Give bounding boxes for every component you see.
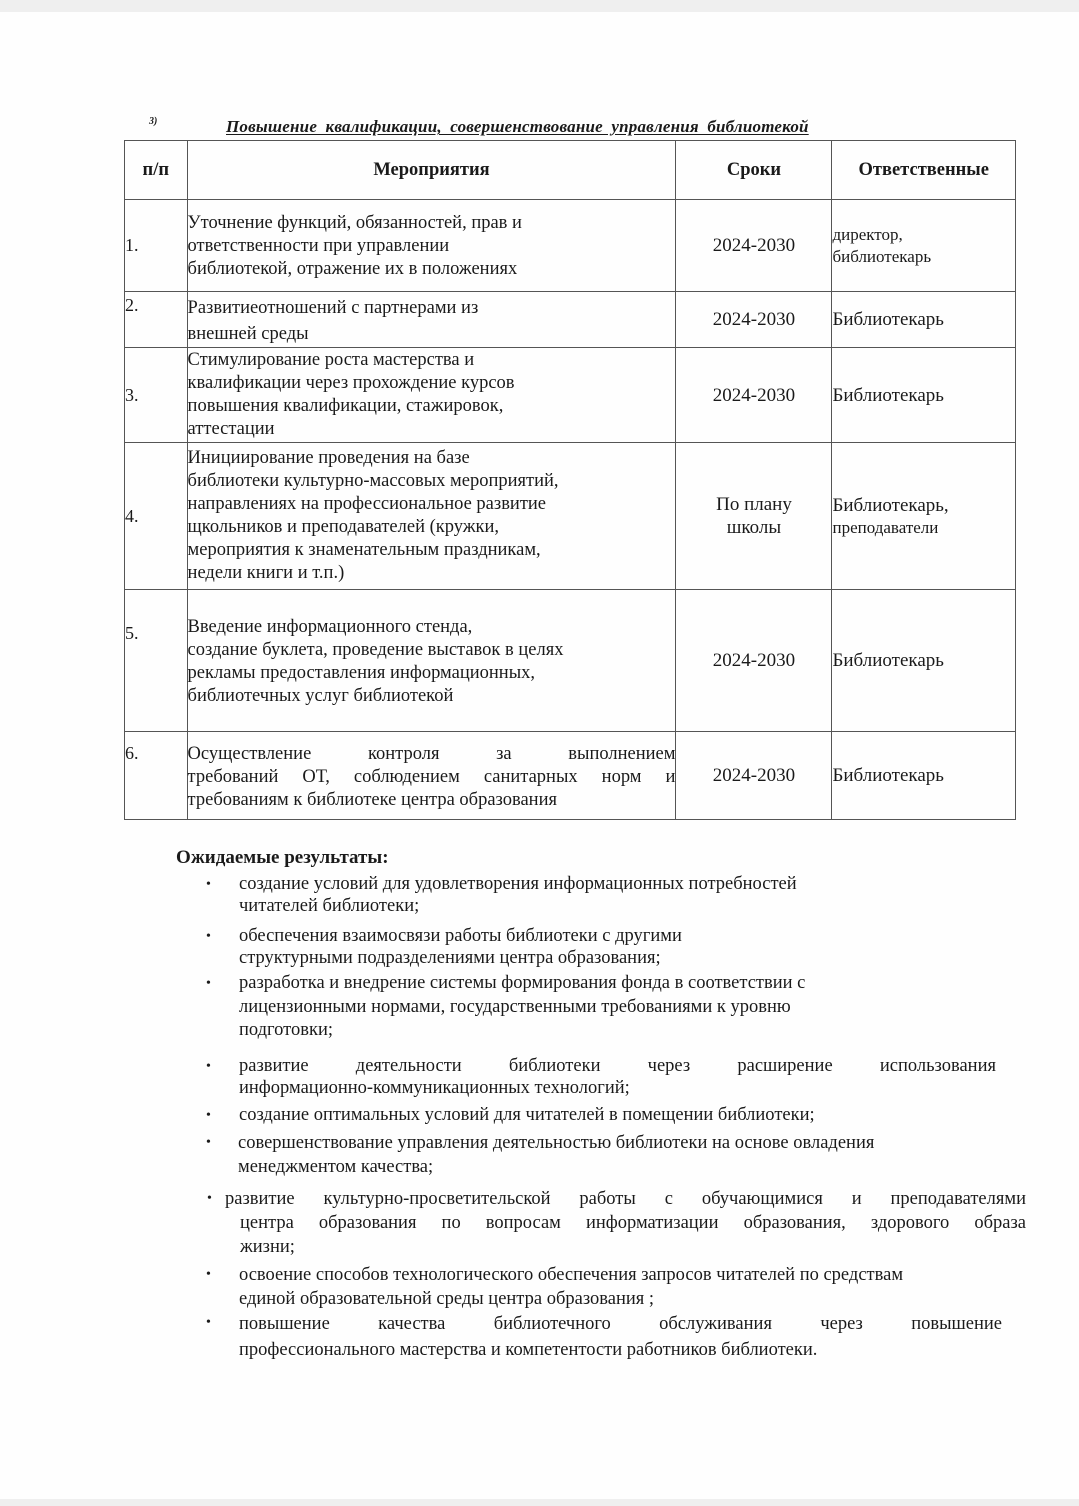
dates-line: По плану <box>716 494 792 515</box>
activity-line: щкольников и преподавателей (кружки, <box>187 517 500 537</box>
row-responsible: Библиотекарь <box>832 292 1016 348</box>
table-row <box>125 200 1016 292</box>
row-num: 2. <box>125 292 188 348</box>
row-num: 5. <box>125 590 188 732</box>
activity-line: ответственности при управлении <box>187 236 450 256</box>
table-row <box>125 443 1016 590</box>
row-num: 1. <box>125 200 188 292</box>
activity-line: недели книги и т.п.) <box>187 563 345 583</box>
row-activity <box>187 348 676 443</box>
list-item-line: лицензионными нормами, государственными требованиями к уровню <box>239 996 791 1017</box>
activity-line: повышения квалификации, стажировок, <box>187 396 504 416</box>
bullet-icon: • <box>206 1315 211 1330</box>
list-item-text <box>238 1131 978 1179</box>
activity-line: направлениях на профессиональное развитие <box>187 494 547 514</box>
list-item-line: создание условий для удовлетворения информационных потребностей <box>239 874 797 894</box>
header-activity: Мероприятия <box>187 141 676 200</box>
viewer-top-strip <box>0 0 1079 12</box>
bullet-icon: • <box>206 1059 211 1074</box>
row-responsible: Библиотекарь <box>832 732 1016 820</box>
list-item-text <box>225 1187 1026 1259</box>
list-item-line: структурными подразделениями центра образования; <box>239 948 661 968</box>
list-item-line: развитие деятельности библиотеки через расширение использования <box>239 1056 996 1076</box>
row-dates <box>676 443 832 590</box>
row-num: 6. <box>125 732 188 820</box>
activity-line: Инициирование проведения на базе <box>187 448 470 468</box>
list-item-line: читателей библиотеки; <box>239 896 420 916</box>
bullet-icon: • <box>206 929 211 944</box>
row-activity <box>187 732 676 820</box>
row-responsible: Библиотекарь <box>832 348 1016 443</box>
activities-table <box>124 140 1016 820</box>
list-item-text <box>239 1104 979 1126</box>
row-activity <box>187 590 676 732</box>
header-responsible: Ответственные <box>832 141 1016 200</box>
bullet-icon: • <box>206 1108 211 1123</box>
list-item-text <box>239 1311 1002 1363</box>
responsible-line: директор, <box>832 224 903 244</box>
row-dates: 2024-2030 <box>676 200 832 292</box>
row-num: 4. <box>125 443 188 590</box>
header-dates: Сроки <box>676 141 832 200</box>
activity-line: рекламы предоставления информационных, <box>187 662 535 683</box>
responsible-line: преподаватели <box>832 517 939 537</box>
list-item-line: создание оптимальных условий для читателей в помещении библиотеки; <box>239 1105 815 1125</box>
list-item-text <box>239 873 879 917</box>
list-item-line: менеджментом качества; <box>238 1157 434 1177</box>
list-item-line: информационно-коммуникационных технологий; <box>239 1078 630 1098</box>
activity-line: Стимулирование роста мастерства и <box>187 350 475 370</box>
row-responsible <box>832 443 1016 590</box>
table-row <box>125 348 1016 443</box>
section-title: Повышение квалификации, совершенствование управления библиотекой <box>226 117 809 136</box>
list-item-text <box>239 972 899 1043</box>
activity-line: аттестации <box>187 419 275 439</box>
list-item-line: центра образования по вопросам информатизации образования, здорового образа <box>240 1213 1026 1233</box>
row-dates: 2024-2030 <box>676 732 832 820</box>
activity-line: требованиям к библиотеке центра образования <box>187 789 557 810</box>
list-item-line: обеспечения взаимосвязи работы библиотеки с другими <box>239 926 682 946</box>
header-num: п/п <box>125 141 188 200</box>
table-row <box>125 292 1016 348</box>
row-dates: 2024-2030 <box>676 292 832 348</box>
list-item-line: совершенствование управления деятельностью библиотеки на основе овладения <box>238 1133 875 1153</box>
activity-line: Осуществление контроля за выполнением <box>187 743 676 764</box>
list-item-line: подготовки; <box>239 1020 334 1040</box>
row-dates: 2024-2030 <box>676 590 832 732</box>
responsible-line: библиотекарь <box>832 246 932 266</box>
activity-line: мероприятия к знаменательным праздникам, <box>187 540 541 560</box>
row-activity <box>187 200 676 292</box>
list-item-line: единой образовательной среды центра образования ; <box>239 1289 655 1309</box>
activity-line: Введение информационного стенда, <box>187 616 473 637</box>
table-header-row <box>125 141 1016 200</box>
row-dates: 2024-2030 <box>676 348 832 443</box>
activity-line: квалификации через прохождение курсов <box>187 373 515 393</box>
expected-results-title: Ожидаемые результаты: <box>176 847 389 868</box>
activity-line: создание буклета, проведение выставок в целях <box>187 639 564 660</box>
list-item-line: профессионального мастерства и компетентости работников библиотеки. <box>239 1340 818 1360</box>
list-item-line: освоение способов технологического обеспечения запросов читателей по средствам <box>239 1265 904 1285</box>
viewer-bottom-strip <box>0 1499 1079 1506</box>
responsible-line: Библиотекарь, <box>832 494 949 516</box>
row-responsible <box>832 200 1016 292</box>
list-item-line: развитие культурно-просветительской работы с обучающимися и преподавателями <box>225 1189 1026 1209</box>
list-item-line: разработка и внедрение системы формирования фонда в соответствии с <box>239 973 806 993</box>
row-num: 3. <box>125 348 188 443</box>
activity-line: библиотеки культурно-массовых мероприятий, <box>187 471 559 491</box>
list-item-text <box>239 1055 996 1099</box>
bullet-icon: • <box>206 1135 211 1150</box>
activity-line: внешней среды <box>187 324 309 344</box>
activity-line: требований ОТ, соблюдением санитарных норм и <box>187 766 676 787</box>
bullet-icon: • <box>206 1267 211 1282</box>
list-item-text <box>239 1263 1009 1311</box>
activity-line: библиотечных услуг библиотекой <box>187 685 454 706</box>
list-item-line: повышение качества библиотечного обслуживания через повышение <box>239 1314 1002 1334</box>
row-activity <box>187 292 676 348</box>
row-activity <box>187 443 676 590</box>
row-responsible: Библиотекарь <box>832 590 1016 732</box>
list-item-text <box>239 925 879 969</box>
activity-line: Уточнение функций, обязанностей, прав и <box>187 213 522 233</box>
table-row <box>125 732 1016 820</box>
bullet-icon: • <box>206 877 211 892</box>
dates-line: школы <box>726 517 782 538</box>
activity-line: библиотекой, отражение их в положениях <box>187 259 518 279</box>
bullet-icon: • <box>207 1191 212 1206</box>
section-number: 3) <box>149 116 158 127</box>
activity-line: Развитиеотношений с партнерами из <box>187 298 479 318</box>
table-row <box>125 590 1016 732</box>
bullet-icon: • <box>206 976 211 991</box>
list-item-line: жизни; <box>240 1237 295 1257</box>
